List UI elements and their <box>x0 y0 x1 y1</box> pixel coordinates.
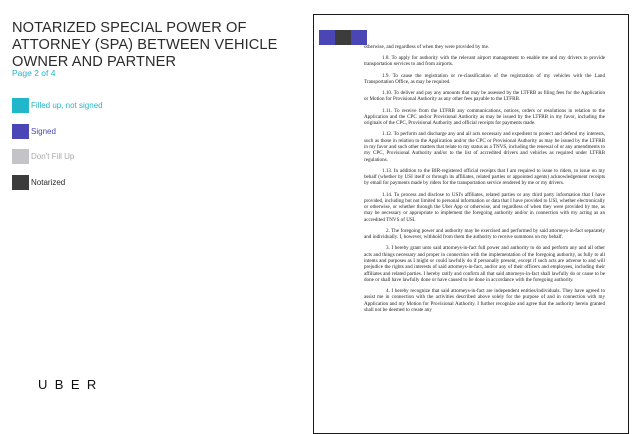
doc-paragraph: 1.10. To deliver and pay any amounts that may be assessed by the LTFRB as filing fees for the Application or Motion for Provisional Authority as any other fees payable to the LTFRB. <box>364 90 605 103</box>
doc-paragraph: 1.13. In addition to the BIR-registered official receipts that I am required to issue to riders, to issue on my behalf (whether by USI itself or through its affiliates, related parties or appointed agents) acknowledgement receipts by email for payments made by riders for the transportation service rendered by me or my drivers. <box>364 167 605 187</box>
legend-swatch-notarized <box>12 175 29 190</box>
status-tab-notarized <box>335 30 351 45</box>
legend-swatch-signed <box>12 124 29 139</box>
legend-swatch-dont-fill-up <box>12 149 29 164</box>
doc-paragraph: 1.8. To apply for authority with the relevant airport management to enable me and my drivers to provide transportation services to and from airports. <box>364 55 605 68</box>
doc-paragraph: 1.14. To process and disclose to USI's affiliates, related parties or any third party information that I have provided, including but not limited to personal information or data that I have provided to USI, whether electronically or otherwise, or whether through the Uber App or otherwise, and regardless of when they were provided by me, as may be necessary or appropriate to implement the foregoing authority and/or in connection with my acting as an accredited TNVS of USI. <box>364 191 605 223</box>
doc-paragraph: 1.11. To receive from the LTFRB any communications, notices, orders or resolutions in relation to the Application and the CPC and/or Provisional Authority as may be issued by the LTFRB in my favor, including the originals of the CPC, Provisional Authority and official receipts for payments made. <box>364 107 605 127</box>
legend-label-signed: Signed <box>31 127 56 136</box>
uber-logo: UBER <box>38 377 104 392</box>
doc-paragraph: otherwise, and regardless of when they were provided by me. <box>364 44 490 50</box>
doc-paragraph: 3. I hereby grant unto said attorneys-in-fact full power and authority to do and perform any and all other acts and things necessary and proper in connection with the implementation of the foregoing authority, as fully to all intents and purposes as I might or could lawfully do if personally present, except if such acts are adverse to and will prejudice the rights and interests of said attorneys-in-fact, and/or any of their officers and employees, including their affiliates and related parties. I hereby ratify and confirm all that said attorneys-in-fact shall lawfully do or cause to be done or shall have lawfully done or have caused to be done in accordance with the foregoing authority. <box>364 245 605 283</box>
legend-label-filled-not-signed: Filled up, not signed <box>31 101 103 110</box>
page-title: NOTARIZED SPECIAL POWER OF ATTORNEY (SPA) BETWEEN VEHICLE OWNER AND PARTNER <box>12 20 278 70</box>
doc-paragraph: 2. The foregoing power and authority may be exercised and performed by said attorneys-in-fact separately and individually. I, however, withhold from them the authority to receive summons on my behalf. <box>364 227 605 241</box>
doc-paragraph: 4. I hereby recognize that said attorneys-in-fact are independent entities/individuals. They have agreed to assist me in connection with the activities described above solely for the purpose of and in connection with my Application and my Motion for Provisional Authority. I further recognize and agree that the authority herein granted shall not be deemed to create any <box>364 288 605 313</box>
legend-label-notarized: Notarized <box>31 178 66 187</box>
legend-swatch-filled-not-signed <box>12 98 29 113</box>
status-tab-signed-2 <box>351 30 367 45</box>
document-page <box>313 14 629 434</box>
page-indicator: Page 2 of 4 <box>12 68 56 78</box>
doc-paragraph: 1.12. To perform and discharge any and all acts necessary and expedient to protect and defend my interests, such as those in relation to the Application and/or the CPC or Provisional Authority as may be issued by the LTFRB in my favor and such other matters that relate to my status as a TNVS, including the renewal of or any amendments to my CPC, Provisional Authority and/or to the list of accredited drivers and vehicles as required under LTFRB regulations. <box>364 131 605 163</box>
legend-label-dont-fill-up: Don't Fill Up <box>31 152 75 161</box>
doc-paragraph: 1.9. To cause the registration or re-classification of the registration of my vehicles with the Land Transportation Office, as may be required. <box>364 72 605 85</box>
document-body <box>364 44 605 318</box>
status-tab-signed-1 <box>319 30 335 45</box>
